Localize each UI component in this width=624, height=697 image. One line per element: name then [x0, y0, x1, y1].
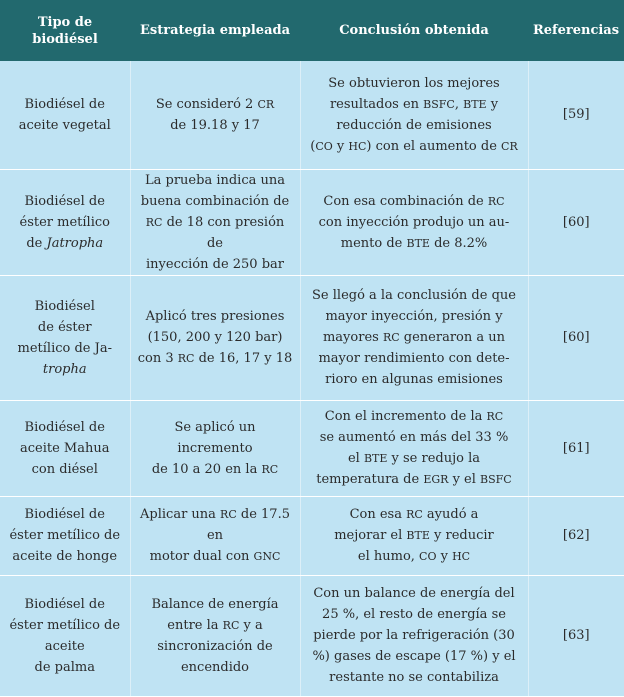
cell-line: sincronización de: [157, 638, 273, 654]
cell-ref: [528, 275, 624, 400]
cell-line: Biodiésel de: [24, 596, 105, 612]
cell-ref: [528, 61, 624, 169]
cell-tipo: [0, 61, 130, 169]
cell-tipo: [0, 575, 130, 696]
table-row: [0, 275, 624, 400]
cell-line: Con esa combinación de RC: [323, 193, 505, 209]
cell-estrategia: [130, 169, 300, 275]
cell-estrategia: [130, 400, 300, 496]
table-row: [0, 575, 624, 696]
cell-line: de Jatropha: [26, 235, 104, 251]
table-row: [0, 61, 624, 169]
table-row: [0, 169, 624, 275]
cell-line: Biodiésel de: [24, 193, 105, 209]
cell-conclusion: [300, 496, 528, 575]
cell-line: resultados en BSFC, BTE y: [329, 96, 499, 112]
cell-line: mento de BTE de 8.2%: [340, 235, 488, 251]
cell-tipo: [0, 169, 130, 275]
header-tipo: [0, 0, 130, 61]
cell-tipo: [0, 400, 130, 496]
cell-line: Con el incremento de la RC: [324, 409, 504, 424]
cell-line: de palma: [34, 659, 95, 675]
reference-number: [60]: [562, 214, 590, 230]
cell-tipo: [0, 496, 130, 575]
cell-line: Biodiésel de: [24, 419, 105, 435]
cell-line: pierde por la refrigeración (30: [313, 628, 515, 643]
cell-line: 25 %, el resto de energía se: [322, 607, 506, 622]
reference-number: [63]: [562, 628, 590, 643]
header-estrategia: Estrategia empleada: [130, 0, 300, 61]
reference-number: [60]: [562, 330, 590, 345]
cell-line: Biodiésel: [34, 298, 95, 314]
cell-line: encendido: [180, 659, 250, 675]
cell-line: aceite: [44, 638, 85, 654]
cell-line: (150, 200 y 120 bar): [147, 330, 283, 345]
cell-line: aceite vegetal: [18, 117, 111, 133]
cell-line: tropha: [42, 361, 87, 377]
cell-line: aceite de honge: [12, 549, 118, 564]
cell-conclusion: [300, 169, 528, 275]
cell-conclusion: [300, 275, 528, 400]
cell-line: buena combinación de: [140, 193, 290, 209]
cell-line: rioro en algunas emisiones: [325, 372, 503, 387]
cell-line: reducción de emisiones: [336, 117, 492, 133]
cell-line: éster metílico de: [9, 528, 121, 543]
cell-tipo: [0, 275, 130, 400]
cell-line: motor dual con GNC: [149, 549, 281, 564]
cell-line: mayor rendimiento con dete-: [318, 351, 510, 366]
cell-line: entre la RC y a: [167, 617, 263, 633]
cell-line: Aplicar una RC de 17.5 en: [140, 507, 290, 543]
cell-conclusion: [300, 400, 528, 496]
cell-line: de 10 a 20 en la RC: [151, 461, 279, 477]
cell-line: metílico de Ja-: [17, 340, 112, 356]
cell-line: Se aplicó un incremento: [174, 419, 256, 456]
cell-line: aceite Mahua: [20, 440, 110, 456]
cell-line: Biodiésel de: [24, 96, 105, 112]
cell-line: %) gases de escape (17 %) y el: [312, 649, 516, 664]
table-row: [0, 400, 624, 496]
cell-conclusion: [300, 61, 528, 169]
cell-conclusion: [300, 575, 528, 696]
cell-line: temperatura de EGR y el BSFC: [316, 472, 512, 487]
cell-line: mejorar el BTE y reducir: [334, 528, 494, 543]
cell-estrategia: [130, 61, 300, 169]
cell-estrategia: [130, 575, 300, 696]
cell-line: éster metílico: [19, 214, 110, 230]
reference-number: [61]: [562, 440, 590, 456]
header-referencias: Referencias: [528, 0, 624, 61]
cell-line: el BTE y se redujo la: [347, 451, 481, 466]
cell-line: RC de 18 con presión de: [145, 214, 285, 251]
cell-line: restante no se contabiliza: [329, 670, 499, 685]
cell-line: éster metílico de: [9, 617, 121, 633]
cell-line: Aplicó tres presiones: [145, 309, 285, 324]
cell-line: Se llegó a la conclusión de que: [312, 288, 516, 303]
cell-line: Balance de energía: [151, 596, 279, 612]
cell-line: mayores RC generaron a un: [322, 330, 506, 345]
header-tipo-text: Tipo de biodiésel: [32, 14, 98, 47]
cell-line: inyección de 250 bar: [146, 256, 284, 272]
cell-line: se aumentó en más del 33 %: [319, 430, 509, 445]
cell-line: con diésel: [31, 461, 98, 477]
header-row: [0, 0, 624, 61]
cell-estrategia: [130, 496, 300, 575]
cell-line: Se consideró 2 CR: [155, 96, 275, 112]
table-row: [0, 496, 624, 575]
cell-line: con inyección produjo un au-: [318, 214, 510, 230]
cell-ref: [528, 496, 624, 575]
cell-estrategia: [130, 275, 300, 400]
cell-line: La prueba indica una: [145, 172, 285, 188]
cell-ref: [528, 169, 624, 275]
reference-number: [62]: [562, 528, 590, 543]
cell-line: el humo, CO y HC: [357, 549, 471, 564]
cell-line: con 3 RC de 16, 17 y 18: [137, 351, 293, 366]
cell-ref: [528, 575, 624, 696]
cell-line: mayor inyección, presión y: [325, 309, 503, 324]
cell-line: de éster: [37, 319, 92, 335]
reference-number: [59]: [562, 107, 590, 123]
cell-line: Con esa RC ayudó a: [349, 507, 479, 522]
cell-ref: [528, 400, 624, 496]
header-conclusion: Conclusión obtenida: [300, 0, 528, 61]
cell-line: Con un balance de energía del: [313, 586, 515, 601]
cell-line: Biodiésel de: [24, 507, 105, 522]
cell-line: Se obtuvieron los mejores: [328, 75, 500, 91]
cell-line: (CO y HC) con el aumento de CR: [310, 138, 518, 154]
cell-line: de 19.18 y 17: [170, 117, 260, 133]
